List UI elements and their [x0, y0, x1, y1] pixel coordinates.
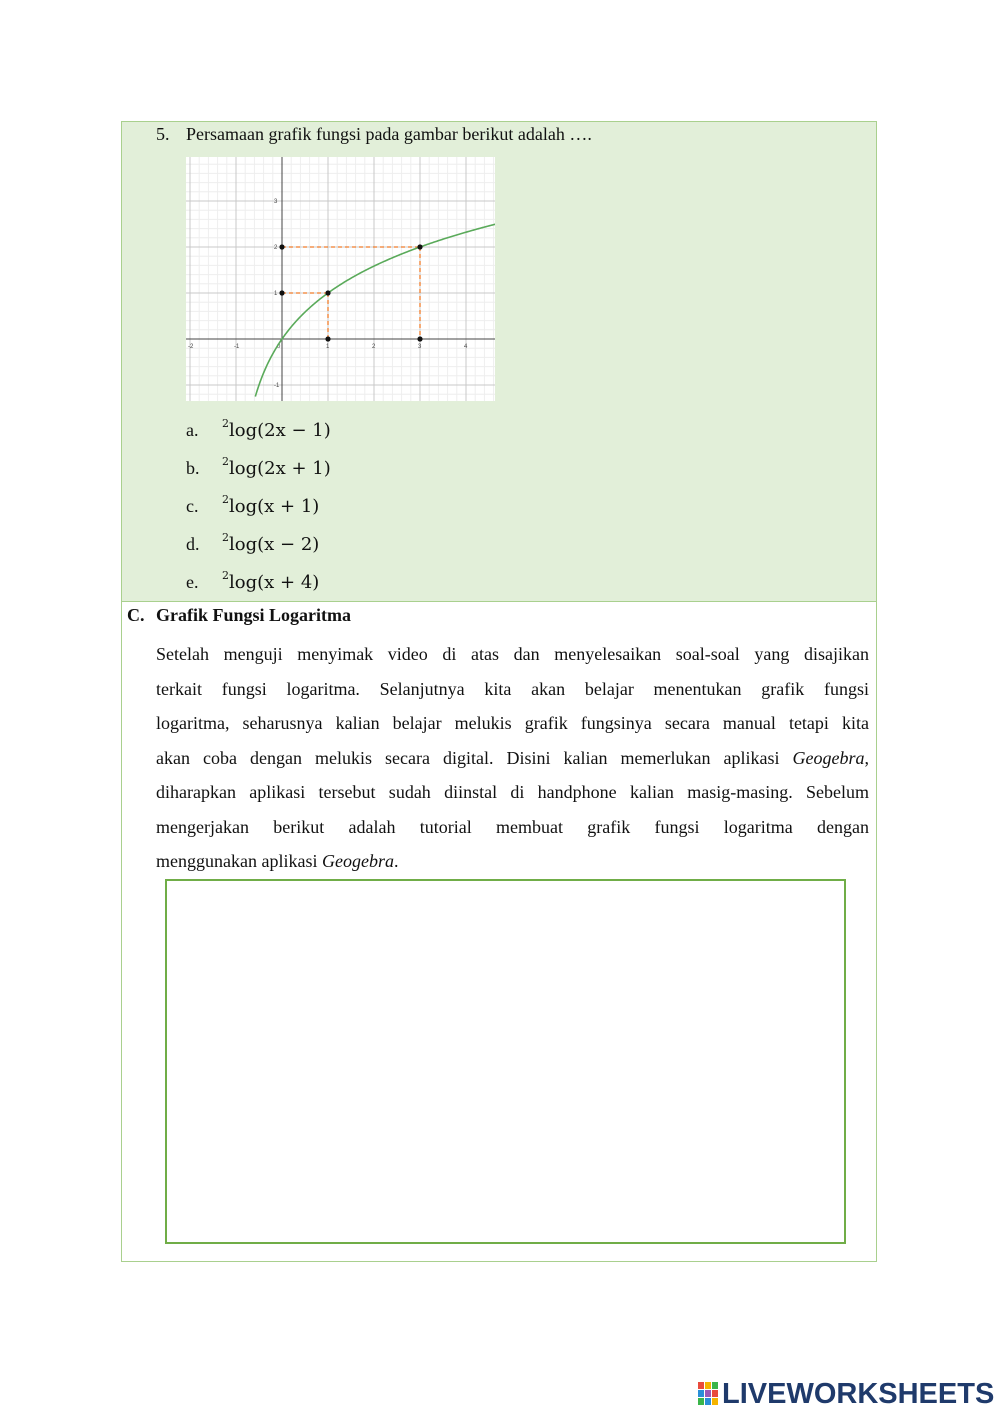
- app-name: Geogebra: [321, 851, 394, 871]
- x-tick-label: -2: [188, 344, 194, 350]
- graph-canvas: [186, 157, 495, 401]
- answer-option: [186, 489, 319, 515]
- paragraph-line: mengerjakan berikut adalah tutorial membuat grafik fungsi logaritma dengan: [156, 816, 869, 837]
- log-base: 2: [222, 569, 229, 582]
- data-point: [325, 336, 330, 341]
- paragraph-line: logaritma, seharusnya kalian belajar melukis grafik fungsinya secara manual tetapi kita: [156, 713, 869, 733]
- log-base: 2: [222, 493, 229, 506]
- data-point: [279, 290, 284, 295]
- x-tick-label: 2: [372, 344, 376, 350]
- data-point: [325, 290, 330, 295]
- data-point: [417, 336, 422, 341]
- log-base: 2: [222, 455, 229, 468]
- paragraph-line-text: akan coba dengan melukis secara digital. Disini kalian memerlukan aplikasi: [156, 747, 793, 768]
- x-tick-label: 0: [277, 344, 281, 350]
- paragraph-line: [156, 741, 869, 776]
- log-base: 2: [222, 417, 229, 430]
- brand-logo[interactable]: [697, 1376, 994, 1412]
- option-expression: [222, 417, 331, 441]
- log-argument: (x − 2): [257, 534, 320, 555]
- function-graph: [186, 157, 495, 401]
- option-expression: [222, 493, 320, 517]
- y-tick-label: 2: [274, 245, 278, 251]
- x-tick-label: 4: [464, 344, 468, 350]
- liveworksheets-logo-icon: [697, 1380, 719, 1408]
- y-tick-label: -1: [274, 383, 280, 389]
- data-point: [417, 244, 422, 249]
- punctuation: ,: [864, 747, 869, 768]
- punctuation: .: [393, 851, 399, 871]
- answer-option: [186, 565, 319, 591]
- option-letter: b.: [186, 458, 200, 478]
- x-tick-label: -1: [234, 344, 240, 350]
- option-letter: a.: [186, 420, 199, 440]
- x-tick-label: 3: [418, 344, 422, 350]
- section-letter: C.: [127, 605, 145, 625]
- log-argument: (2x − 1): [257, 420, 331, 441]
- option-expression: [222, 569, 320, 593]
- y-tick-label: 3: [274, 199, 278, 205]
- paragraph-line: diharapkan aplikasi tersebut sudah diinstal di handphone kalian masig-masing. Sebelum: [156, 782, 869, 802]
- option-expression: [222, 455, 331, 479]
- paragraph-line: Setelah menguji menyimak video di atas dan menyelesaikan soal-soal yang disajikan: [156, 644, 869, 664]
- log-symbol: log: [229, 534, 258, 555]
- answer-option: [186, 413, 331, 439]
- question-text: Persamaan grafik fungsi pada gambar berikut adalah ….: [186, 124, 592, 144]
- data-point: [279, 244, 284, 249]
- answer-option: [186, 527, 319, 553]
- log-symbol: log: [229, 420, 258, 441]
- section-title: Grafik Fungsi Logaritma: [156, 605, 352, 625]
- option-letter: c.: [186, 496, 199, 516]
- x-tick-label: 1: [326, 344, 330, 350]
- y-tick-label: 1: [274, 291, 278, 297]
- log-argument: (x + 1): [257, 496, 320, 517]
- option-expression: [222, 531, 320, 555]
- log-argument: (2x + 1): [257, 458, 331, 479]
- brand-text: LIVEWORKSHEETS: [722, 1377, 995, 1410]
- log-symbol: log: [229, 572, 258, 593]
- option-letter: d.: [186, 534, 200, 554]
- log-base: 2: [222, 531, 229, 544]
- paragraph-line-text: menggunakan aplikasi: [156, 851, 322, 871]
- section-paragraph: [156, 637, 869, 879]
- log-argument: (x + 4): [257, 572, 320, 593]
- tutorial-embed-box[interactable]: [165, 879, 846, 1244]
- paragraph-line: terkait fungsi logaritma. Selanjutnya kita akan belajar menentukan grafik fungsi: [156, 678, 869, 699]
- option-letter: e.: [186, 572, 199, 592]
- paragraph-line: [156, 844, 869, 879]
- answer-option: [186, 451, 331, 477]
- log-symbol: log: [229, 458, 258, 479]
- question-number: 5.: [156, 124, 170, 144]
- log-symbol: log: [229, 496, 258, 517]
- app-name: Geogebra: [792, 747, 865, 768]
